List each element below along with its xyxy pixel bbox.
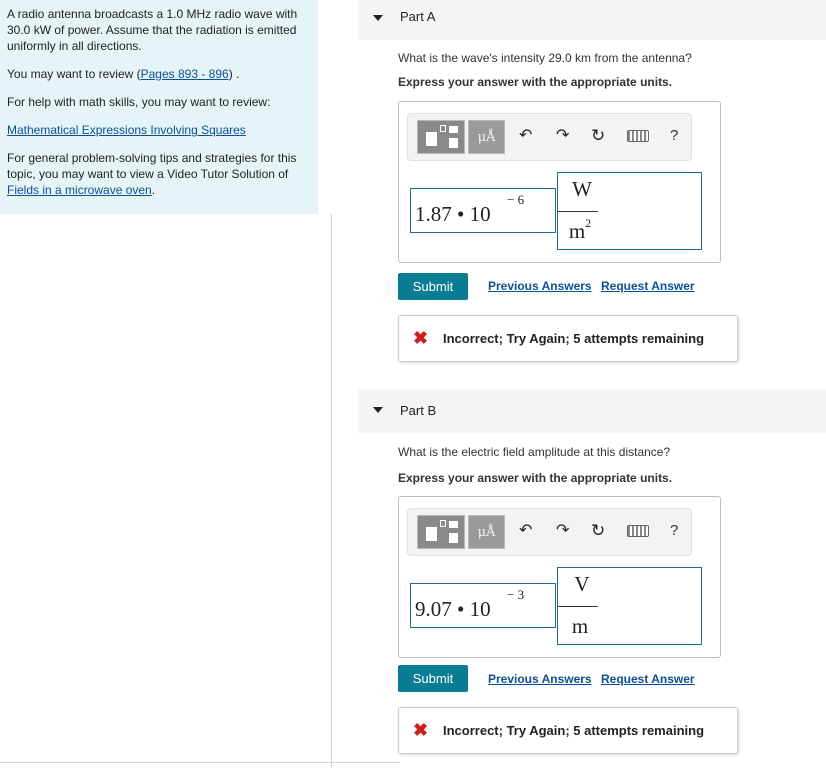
part-b-instruction: Express your answer with the appropriate units.	[398, 471, 673, 485]
request-answer-link[interactable]: Request Answer	[601, 279, 695, 293]
tips-suffix: .	[151, 183, 156, 197]
value-input[interactable]	[410, 188, 556, 233]
part-a-instruction: Express your answer with the appropriate units.	[398, 75, 673, 89]
fraction-bar	[558, 606, 598, 607]
part-b-title: Part B	[400, 403, 437, 418]
incorrect-x-icon: ✖	[413, 720, 429, 740]
part-a-title: Part A	[400, 9, 436, 24]
unit-denominator: m	[571, 614, 589, 638]
units-input[interactable]	[557, 567, 702, 645]
template-block-icon	[440, 125, 446, 132]
feedback-message: Incorrect; Try Again; 5 attempts remaining	[443, 723, 705, 738]
undo-icon[interactable]: ↶	[519, 127, 533, 144]
feedback-box	[398, 707, 738, 754]
video-tutor-link[interactable]: Fields in a microwave oven	[7, 183, 152, 197]
value-input[interactable]	[410, 583, 556, 628]
collapse-triangle-icon	[373, 15, 383, 21]
math-toolbar	[407, 113, 692, 161]
review-text	[7, 66, 311, 82]
template-block-icon	[426, 132, 437, 146]
review-suffix: ) .	[228, 67, 240, 81]
template-block-icon	[449, 533, 458, 543]
review-pages-link[interactable]: Pages 893 - 896	[140, 67, 229, 81]
help-icon[interactable]: ?	[670, 127, 679, 144]
redo-icon[interactable]: ↷	[556, 522, 570, 539]
template-block-icon	[449, 138, 458, 148]
bottom-divider	[0, 762, 400, 763]
units-input[interactable]	[557, 172, 702, 250]
fraction-bar	[558, 211, 598, 212]
feedback-box	[398, 315, 738, 362]
part-b-header[interactable]	[358, 389, 826, 433]
part-b-question: What is the electric field amplitude at this distance?	[398, 445, 671, 459]
unit-denominator-base: m	[568, 219, 586, 243]
submit-button[interactable]: Submit	[398, 665, 468, 692]
redo-icon[interactable]: ↷	[556, 127, 570, 144]
column-divider	[331, 214, 332, 768]
undo-icon[interactable]: ↶	[519, 522, 533, 539]
template-block-icon	[449, 521, 458, 528]
unit-denominator	[562, 216, 598, 244]
reset-icon[interactable]: ↻	[591, 126, 606, 145]
keyboard-icon[interactable]	[627, 525, 649, 537]
units-button[interactable]: μÅ	[468, 515, 505, 549]
template-block-icon	[426, 527, 437, 541]
tips-text	[7, 150, 311, 198]
unit-numerator: W	[572, 177, 592, 201]
math-help-text: For help with math skills, you may want to review:	[7, 95, 271, 109]
templates-button[interactable]	[417, 120, 465, 154]
problem-panel	[0, 0, 318, 214]
value-exponent: − 3	[507, 587, 525, 602]
collapse-triangle-icon	[373, 407, 383, 413]
part-a-answer-box	[398, 101, 721, 263]
review-prefix: You may want to review (	[7, 67, 141, 81]
incorrect-x-icon: ✖	[413, 328, 429, 348]
templates-button[interactable]	[417, 515, 465, 549]
previous-answers-link[interactable]: Previous Answers	[488, 279, 592, 293]
math-toolbar	[407, 508, 692, 556]
tips-prefix: For general problem-solving tips and strategies for this topic, you may want to view a Video Tutor Solution of	[7, 151, 297, 181]
template-block-icon	[440, 520, 446, 527]
previous-answers-link[interactable]: Previous Answers	[488, 672, 592, 686]
part-a-question: What is the wave's intensity 29.0 km from the antenna?	[398, 51, 692, 65]
template-block-icon	[449, 126, 458, 133]
part-a-header[interactable]	[358, 0, 826, 40]
value-mantissa: 9.07 • 10	[415, 597, 491, 621]
unit-denominator-exponent: 2	[585, 216, 592, 230]
request-answer-link[interactable]: Request Answer	[601, 672, 695, 686]
units-button[interactable]: μÅ	[468, 120, 505, 154]
keyboard-icon[interactable]	[627, 130, 649, 142]
help-icon[interactable]: ?	[670, 522, 679, 539]
reset-icon[interactable]: ↻	[591, 521, 606, 540]
problem-statement: A radio antenna broadcasts a 1.0 MHz radio wave with 30.0 kW of power. Assume that the radiation is emitted uniformly in all directions.	[7, 7, 298, 53]
unit-numerator: V	[574, 572, 590, 596]
math-squares-link[interactable]: Mathematical Expressions Involving Squares	[7, 123, 246, 137]
submit-button[interactable]: Submit	[398, 273, 468, 300]
part-b-answer-box	[398, 496, 721, 658]
part-a-section	[358, 0, 826, 380]
value-mantissa: 1.87 • 10	[415, 202, 491, 226]
feedback-message: Incorrect; Try Again; 5 attempts remaining	[443, 331, 705, 346]
part-b-section	[358, 389, 826, 768]
value-exponent: − 6	[507, 192, 525, 207]
